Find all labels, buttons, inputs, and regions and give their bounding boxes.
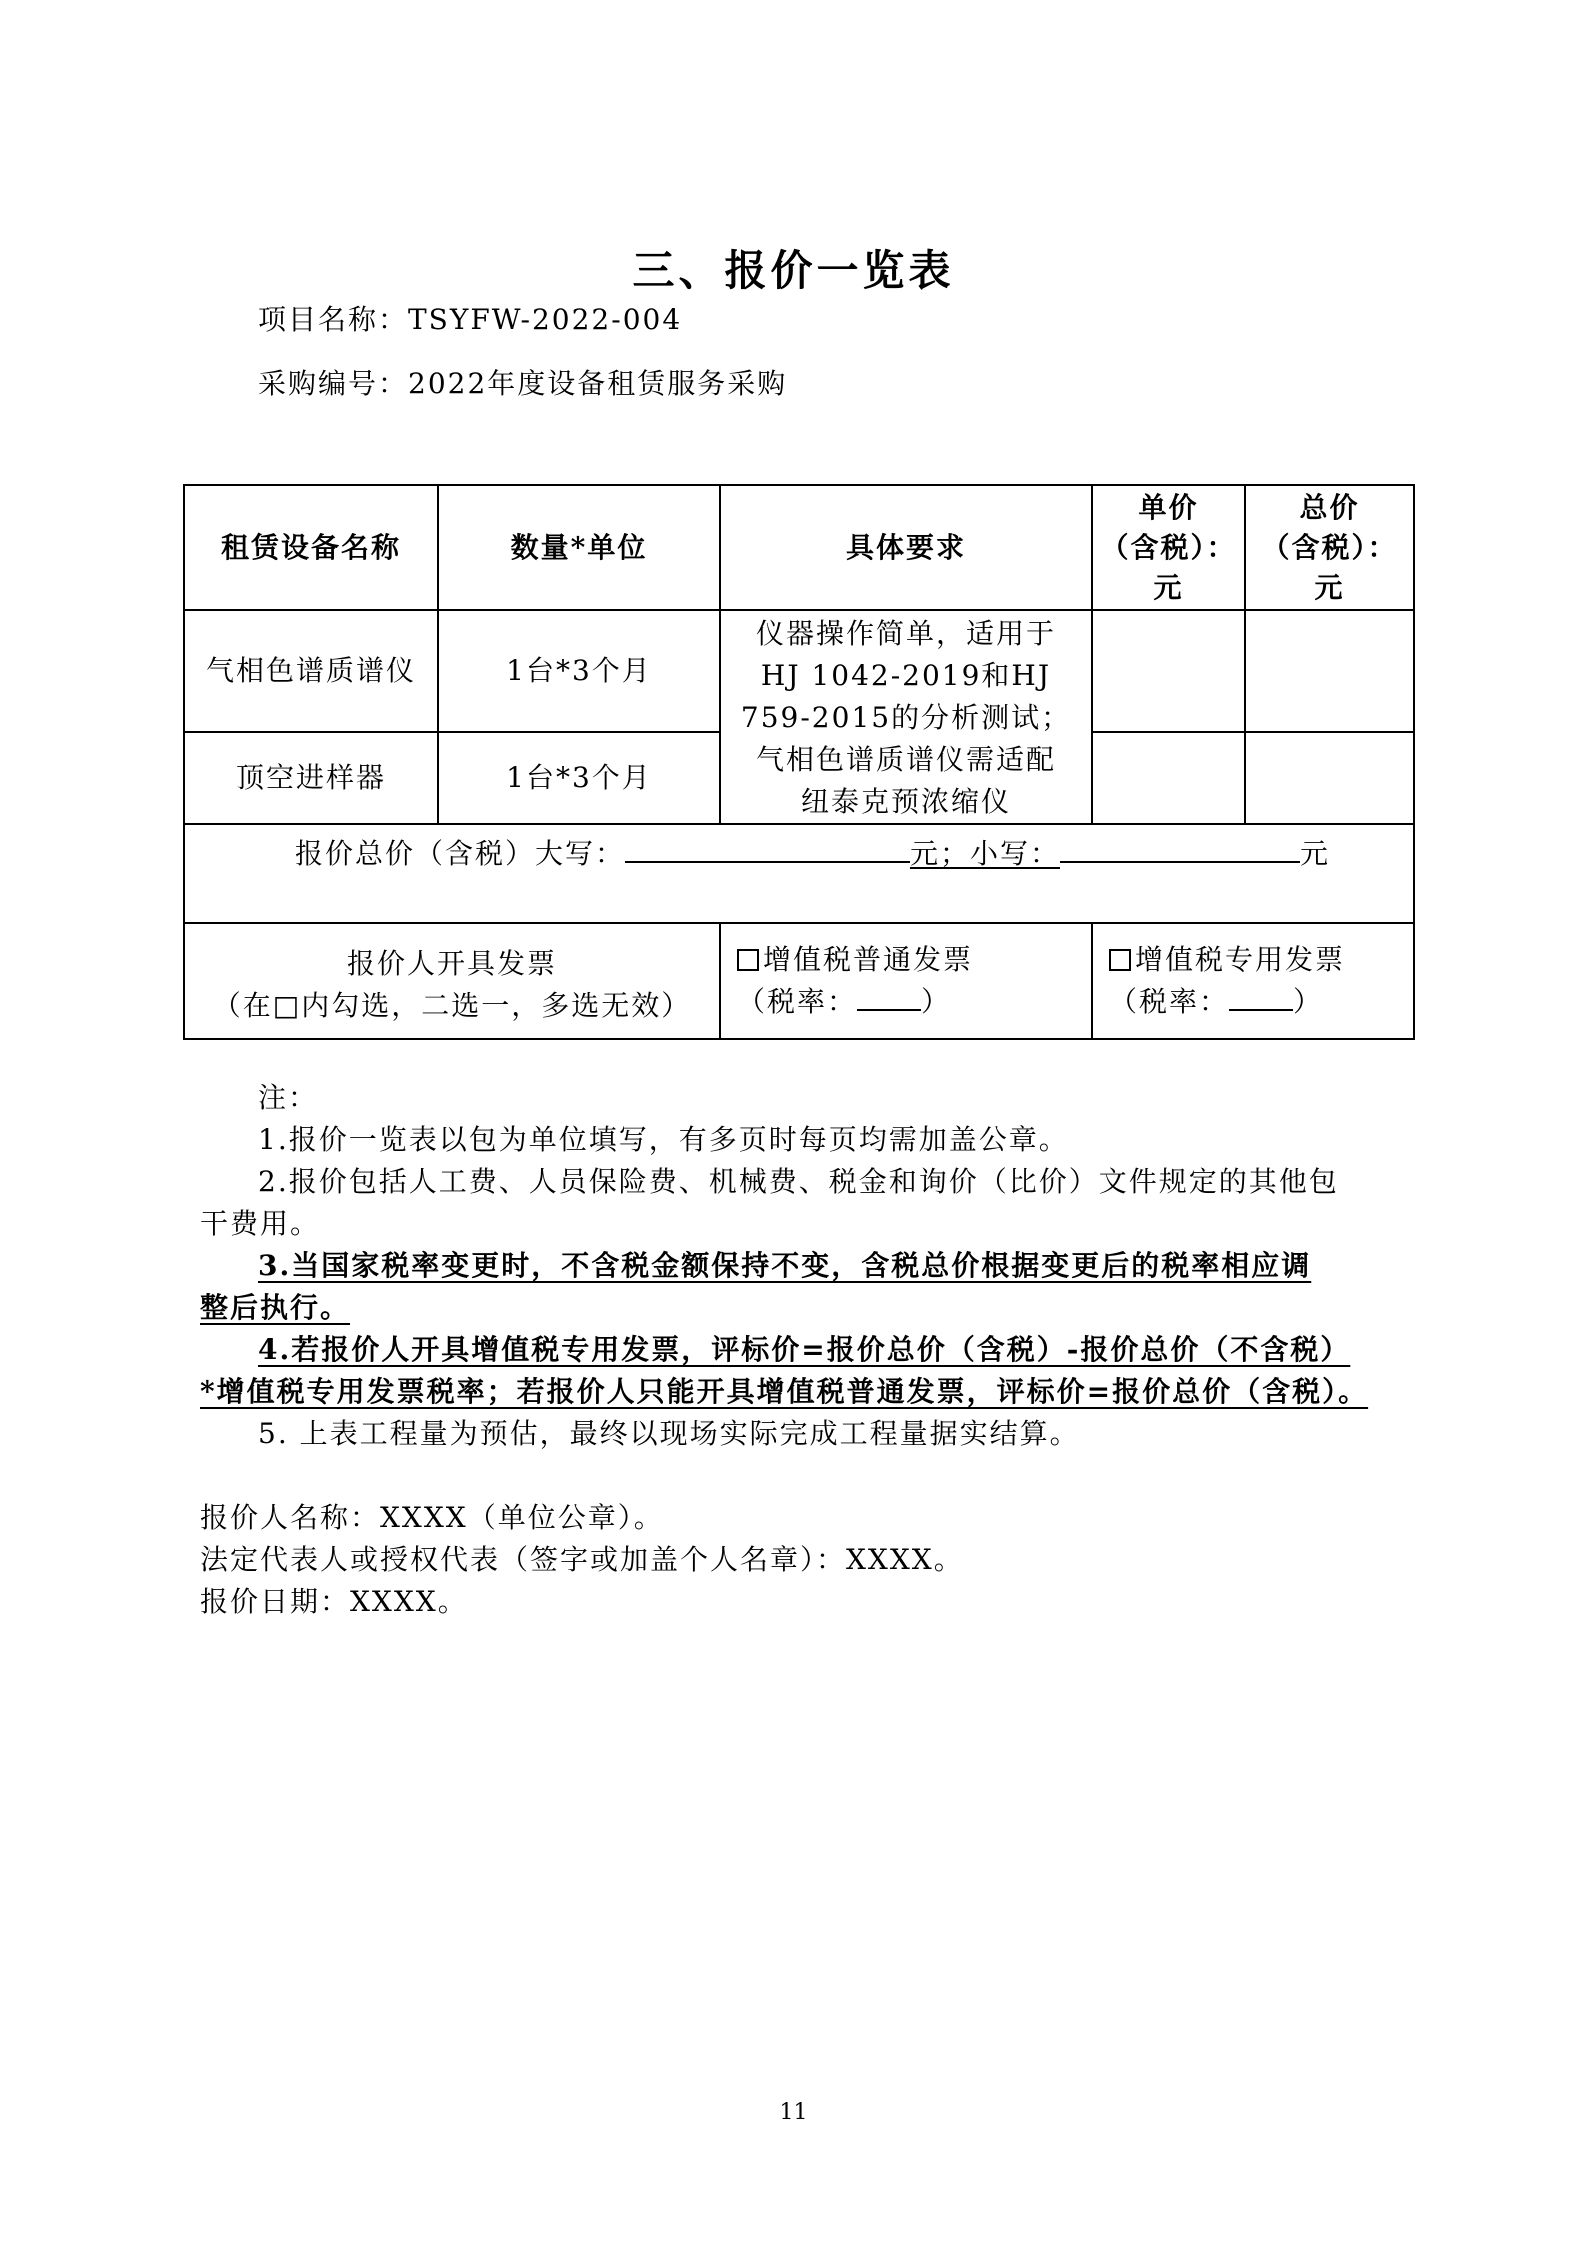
requirements-cell	[720, 610, 1092, 824]
tax-rate-label: （税率：	[1109, 985, 1230, 1018]
page-title: 三、报价一览表	[632, 246, 955, 295]
row2-equipment-name: 顶空进样器	[184, 732, 438, 824]
header-unit-price	[1092, 485, 1245, 610]
quote-date: 报价日期：XXXX。	[200, 1585, 468, 1618]
special-invoice-label: 增值税专用发票	[1135, 943, 1346, 976]
total-yuan: 元	[1300, 837, 1331, 870]
ordinary-invoice-checkbox[interactable]	[737, 949, 759, 971]
special-tax-rate-blank[interactable]	[1229, 981, 1293, 1011]
header-total-price-line2: （含税）：	[1261, 530, 1398, 564]
row2-unit-price-cell[interactable]	[1092, 732, 1245, 824]
bidder-name: 报价人名称：XXXX（单位公章）。	[200, 1501, 664, 1534]
ordinary-tax-rate-blank[interactable]	[857, 981, 921, 1011]
total-price-cell	[184, 824, 1414, 923]
row1-unit-price-cell[interactable]	[1092, 610, 1245, 732]
header-equipment-name: 租赁设备名称	[184, 485, 438, 610]
note-3-line1	[258, 1246, 1458, 1286]
total-lowercase-blank[interactable]	[1060, 827, 1300, 863]
tax-rate-label: （税率：	[737, 985, 858, 1018]
header-unit-price-line3: 元	[1153, 570, 1184, 604]
requirement-line: 759-2015的分析测试；	[740, 701, 1072, 734]
row1-equipment-name: 气相色谱质谱仪	[184, 610, 438, 732]
note-1: 1.报价一览表以包为单位填写，有多页时每页均需加盖公章。	[258, 1123, 1069, 1156]
row1-quantity: 1台*3个月	[438, 610, 720, 732]
page-number: 11	[779, 2100, 808, 2125]
invoice-option-special	[1092, 923, 1414, 1039]
requirement-line: HJ 1042-2019和HJ	[760, 659, 1052, 692]
row2-total-price-cell[interactable]	[1245, 732, 1414, 824]
header-quantity-unit: 数量*单位	[438, 485, 720, 610]
total-yuan-semicolon: 元；小写：	[910, 833, 1060, 869]
header-total-price	[1245, 485, 1414, 610]
table-header-row	[184, 485, 1414, 610]
notes-heading: 注：	[258, 1081, 319, 1114]
requirement-line: 气相色谱质谱仪需适配	[755, 743, 1056, 776]
note-3-line2	[200, 1288, 1400, 1328]
requirement-line: 纽泰克预浓缩仪	[800, 785, 1011, 818]
special-invoice-checkbox[interactable]	[1109, 949, 1131, 971]
row2-quantity: 1台*3个月	[438, 732, 720, 824]
header-unit-price-line2: （含税）：	[1100, 530, 1237, 564]
note-4-line2-text: *增值税专用发票税率；若报价人只能开具增值税普通发票，评标价=报价总价（含税）。	[200, 1375, 1369, 1408]
ordinary-invoice-label: 增值税普通发票	[763, 943, 974, 976]
header-requirements: 具体要求	[720, 485, 1092, 610]
invoice-instructions: （在□内勾选，二选一，多选无效）	[212, 989, 692, 1022]
invoice-option-ordinary	[720, 923, 1092, 1039]
tax-rate-end: ）	[921, 985, 952, 1018]
invoice-label-cell	[184, 923, 720, 1039]
note-3-line1-text: 3.当国家税率变更时，不含税金额保持不变，含税总价根据变更后的税率相应调	[258, 1249, 1312, 1282]
project-name: 项目名称：TSYFW-2022-004	[258, 303, 683, 336]
requirement-line: 仪器操作简单，适用于	[755, 617, 1056, 650]
table-row	[184, 610, 1414, 732]
note-4-line1	[258, 1330, 1458, 1370]
row1-total-price-cell[interactable]	[1245, 610, 1414, 732]
tax-rate-end: ）	[1293, 985, 1324, 1018]
note-3-line2-text: 整后执行。	[200, 1291, 351, 1324]
authorized-representative: 法定代表人或授权代表（签字或加盖个人名章）：XXXX。	[200, 1543, 964, 1576]
note-2-line1: 2.报价包括人工费、人员保险费、机械费、税金和询价（比价）文件规定的其他包	[258, 1165, 1339, 1198]
note-4-line2	[200, 1372, 1400, 1412]
note-4-line1-text: 4.若报价人开具增值税专用发票，评标价=报价总价（含税）-报价总价（不含税）	[258, 1333, 1351, 1366]
total-label: 报价总价（含税）大写：	[295, 837, 626, 870]
total-uppercase-blank[interactable]	[625, 827, 910, 863]
invoice-label: 报价人开具发票	[346, 947, 557, 980]
quote-table	[183, 484, 1415, 1040]
header-total-price-line1: 总价	[1299, 490, 1360, 524]
purchase-number: 采购编号：2022年度设备租赁服务采购	[258, 367, 788, 400]
total-row	[184, 824, 1414, 923]
header-unit-price-line1: 单价	[1138, 490, 1199, 524]
invoice-row	[184, 923, 1414, 1039]
header-total-price-line3: 元	[1314, 570, 1345, 604]
note-5: 5. 上表工程量为预估，最终以现场实际完成工程量据实结算。	[258, 1417, 1080, 1450]
note-2-line2: 干费用。	[200, 1207, 321, 1240]
